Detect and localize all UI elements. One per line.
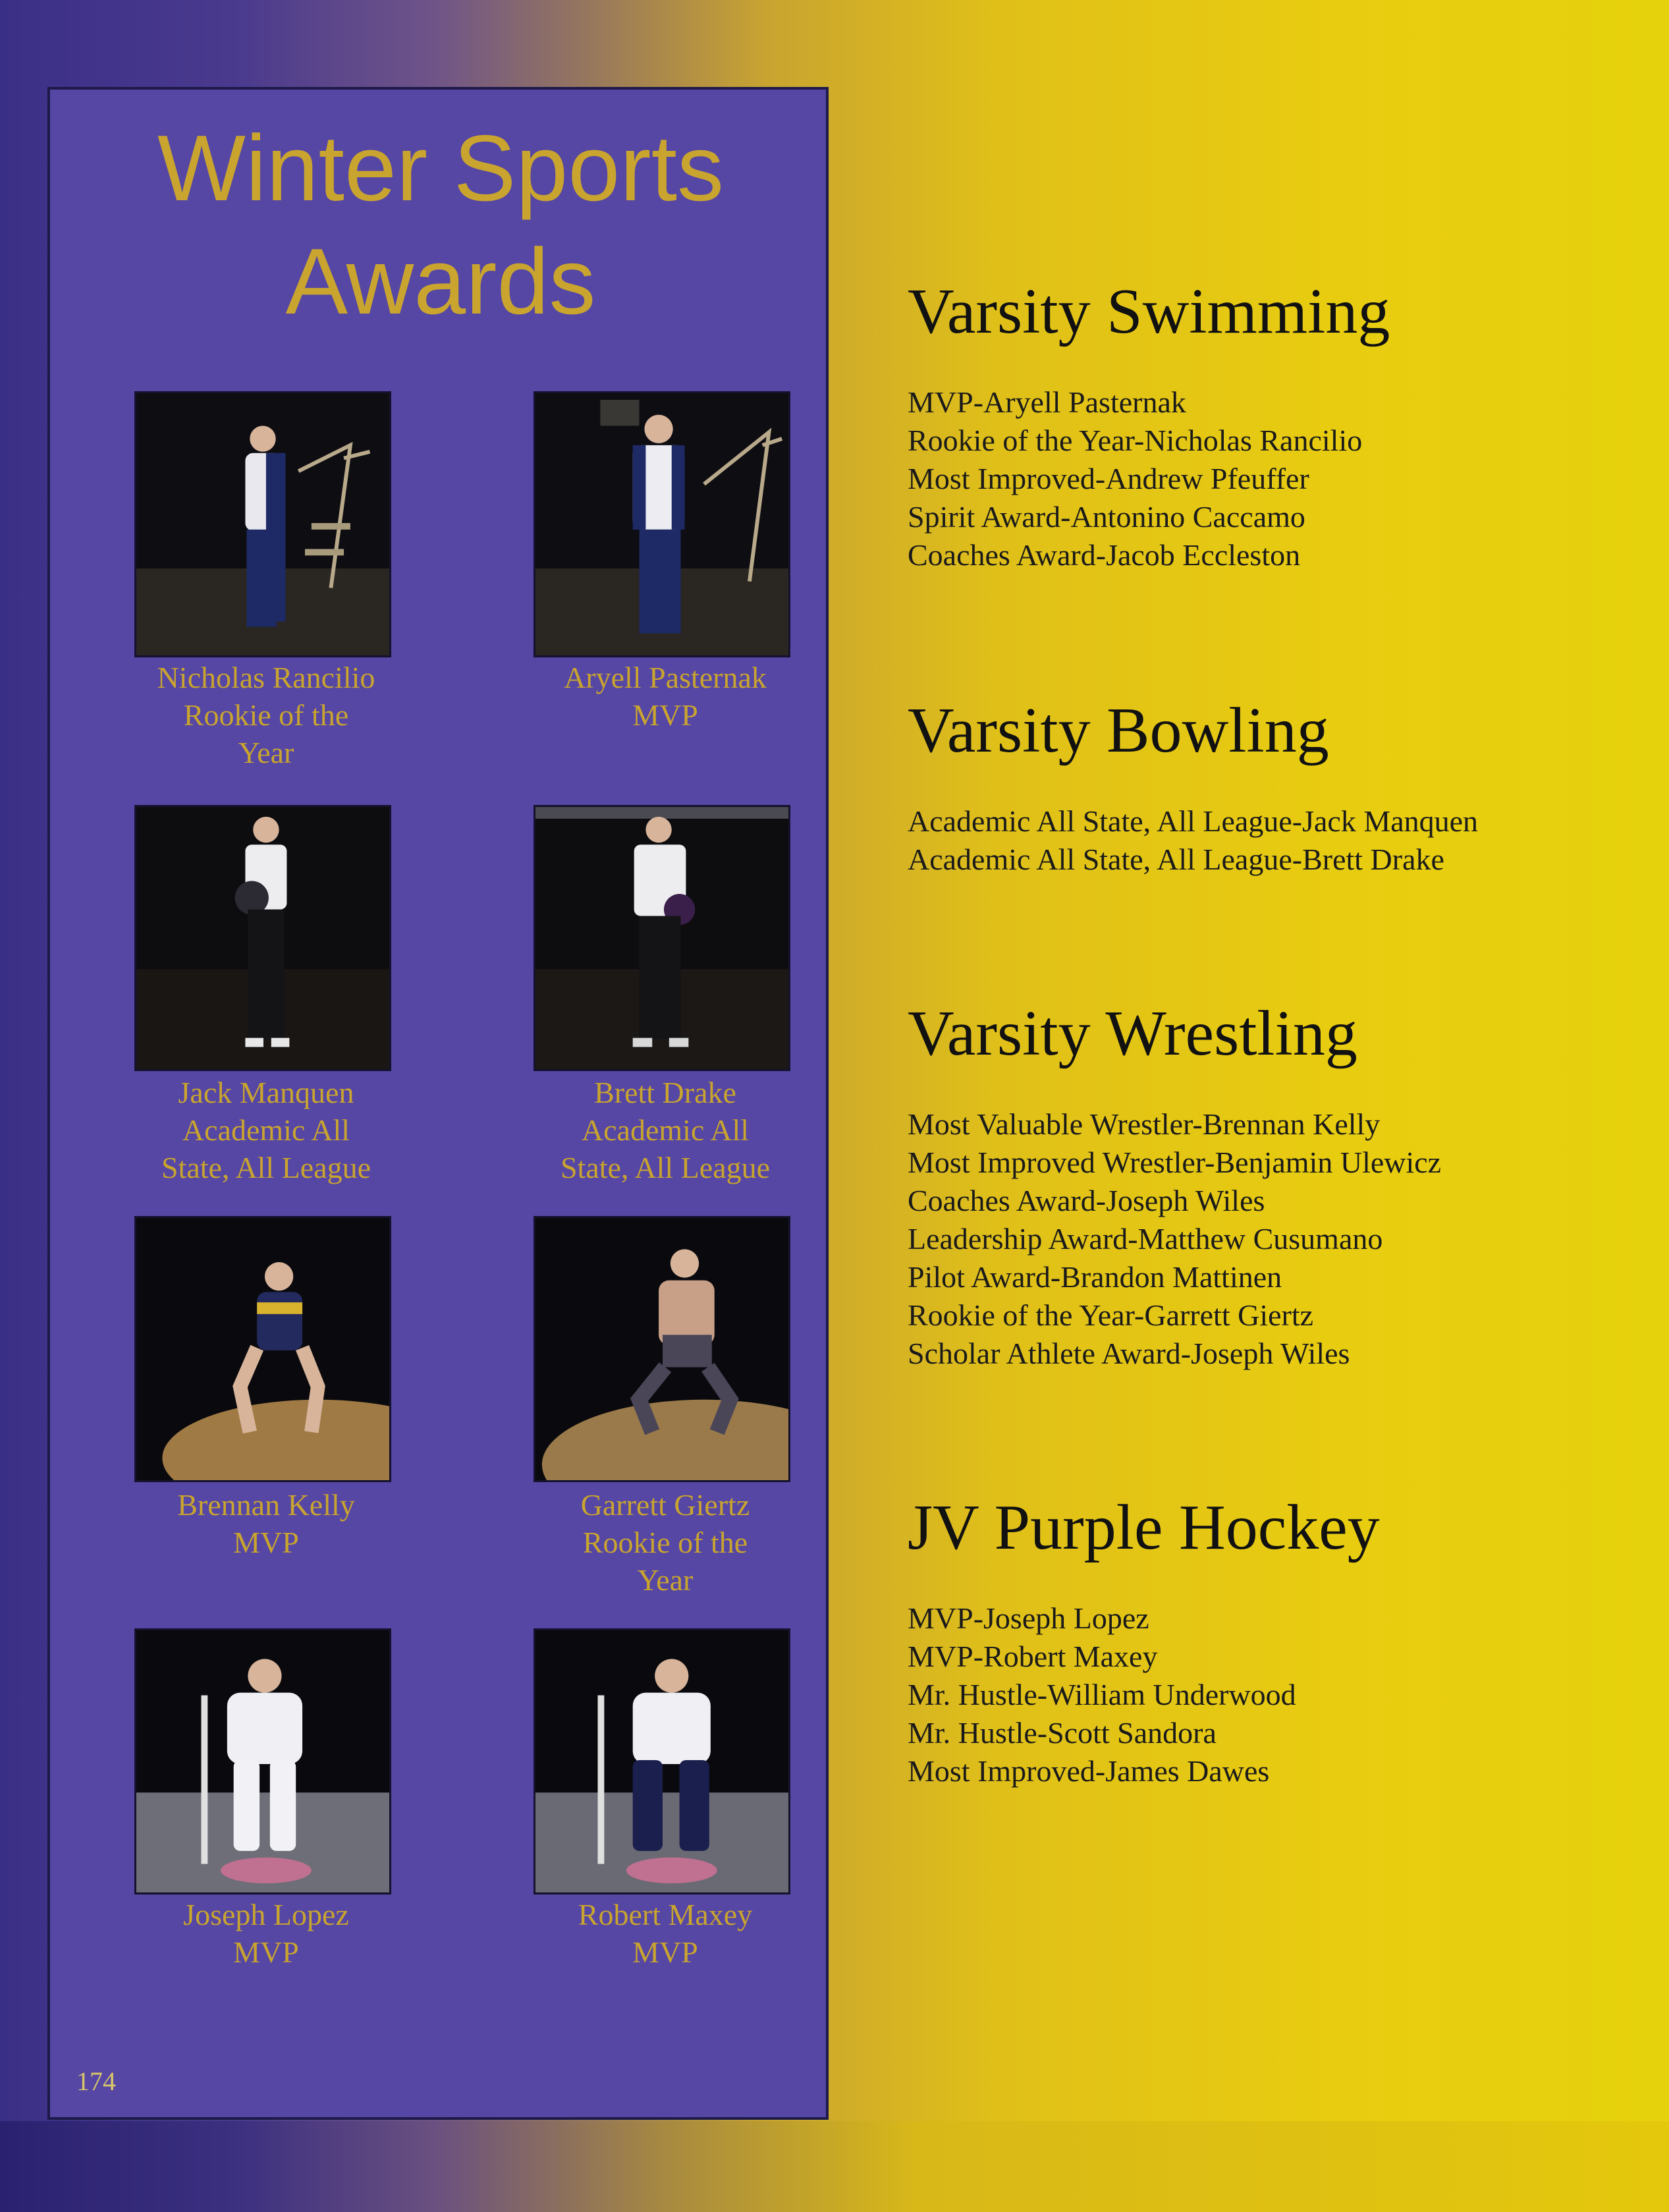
award-item: Rookie of the Year-Nicholas Rancilio: [908, 424, 1363, 457]
award-item: Academic All State, All League-Jack Manquen: [908, 804, 1479, 838]
caption-aryell-pasternak: [514, 659, 817, 734]
award-item: Most Improved-Andrew Pfeuffer: [908, 462, 1309, 495]
caption-garrett-giertz: [514, 1486, 817, 1599]
section-title: Varsity Swimming: [908, 276, 1390, 347]
goalie-photo-image: [535, 1630, 788, 1893]
award-item: Mr. Hustle-William Underwood: [908, 1678, 1296, 1711]
caption-brennan-kelly: [115, 1486, 418, 1561]
bottom-strip: [0, 2121, 1669, 2212]
photo-award-line: MVP: [233, 1526, 299, 1559]
award-item: Pilot Award-Brandon Mattinen: [908, 1260, 1282, 1294]
swimmer-photo-image: [535, 393, 788, 655]
award-item: Spirit Award-Antonino Caccamo: [908, 500, 1305, 534]
photo-name: Nicholas Rancilio: [157, 661, 375, 694]
page-number: 174: [76, 2066, 116, 2096]
photo-name: Jack Manquen: [178, 1076, 354, 1109]
caption-nicholas-rancilio: [115, 659, 418, 771]
caption-jack-manquen: [115, 1074, 418, 1186]
bowler-photo-image: [136, 807, 389, 1069]
award-list: [908, 383, 1632, 574]
award-list: [908, 1599, 1632, 1790]
award-item: Leadership Award-Matthew Cusumano: [908, 1222, 1383, 1256]
photo-award-line: State, All League: [560, 1151, 771, 1184]
photo-goalie-1: [134, 1628, 391, 1894]
photo-award-line: State, All League: [161, 1151, 371, 1184]
photo-name: Joseph Lopez: [183, 1898, 349, 1931]
photo-award-line: Rookie of the: [582, 1526, 748, 1559]
award-item: Coaches Award-Joseph Wiles: [908, 1184, 1265, 1217]
photo-award-line: Academic All: [581, 1113, 750, 1147]
panel-title-line-1: Winter Sports: [157, 116, 725, 221]
photo-award-line: Academic All: [182, 1113, 350, 1147]
award-list: [908, 1105, 1632, 1373]
awards-panel: [47, 87, 829, 2120]
award-item: Most Improved-James Dawes: [908, 1754, 1270, 1788]
photo-name: Brett Drake: [594, 1076, 736, 1109]
photo-name: Aryell Pasternak: [564, 661, 767, 694]
photo-award-line: Year: [238, 736, 294, 769]
photo-award-line: MVP: [233, 1935, 299, 1969]
panel-title-line-2: Awards: [285, 229, 596, 334]
award-item: Most Improved Wrestler-Benjamin Ulewicz: [908, 1146, 1442, 1179]
section-title: JV Purple Hockey: [908, 1492, 1380, 1563]
award-item: Most Valuable Wrestler-Brennan Kelly: [908, 1107, 1381, 1141]
photo-wrestler-2: [534, 1216, 790, 1482]
photo-bowler-1: [134, 805, 391, 1071]
award-item: Rookie of the Year-Garrett Giertz: [908, 1298, 1314, 1332]
bowler-photo-image: [535, 807, 788, 1069]
photo-wrestler-1: [134, 1216, 391, 1482]
award-item: MVP-Robert Maxey: [908, 1640, 1158, 1673]
wrestler-photo-image: [136, 1218, 389, 1480]
section-varsity-swimming: [908, 275, 1632, 574]
photo-award-line: Year: [637, 1563, 694, 1597]
swimmer-photo-image: [136, 393, 389, 655]
award-item: MVP-Joseph Lopez: [908, 1601, 1149, 1635]
award-item: Scholar Athlete Award-Joseph Wiles: [908, 1337, 1350, 1370]
photo-swimmer-1: [134, 391, 391, 657]
section-varsity-bowling: [908, 694, 1632, 879]
goalie-photo-image: [136, 1630, 389, 1893]
photo-award-line: Rookie of the: [183, 698, 349, 732]
section-varsity-wrestling: [908, 997, 1632, 1373]
caption-joseph-lopez: [115, 1896, 418, 1971]
award-item: Academic All State, All League-Brett Drake: [908, 843, 1444, 876]
section-jv-purple-hockey: [908, 1491, 1632, 1790]
wrestler-photo-image: [535, 1218, 788, 1480]
photo-name: Robert Maxey: [578, 1898, 753, 1931]
photo-award-line: MVP: [632, 698, 698, 732]
caption-robert-maxey: [514, 1896, 817, 1971]
photo-name: Garrett Giertz: [580, 1488, 750, 1522]
panel-title: [50, 112, 831, 339]
award-item: Mr. Hustle-Scott Sandora: [908, 1716, 1217, 1750]
photo-award-line: MVP: [632, 1935, 698, 1969]
photo-swimmer-2: [534, 391, 790, 657]
award-item: MVP-Aryell Pasternak: [908, 385, 1186, 419]
photo-goalie-2: [534, 1628, 790, 1894]
caption-brett-drake: [514, 1074, 817, 1186]
photo-bowler-2: [534, 805, 790, 1071]
award-list: [908, 802, 1632, 879]
award-item: Coaches Award-Jacob Eccleston: [908, 538, 1301, 572]
photo-name: Brennan Kelly: [177, 1488, 355, 1522]
section-title: Varsity Bowling: [908, 695, 1329, 766]
section-title: Varsity Wrestling: [908, 998, 1357, 1069]
